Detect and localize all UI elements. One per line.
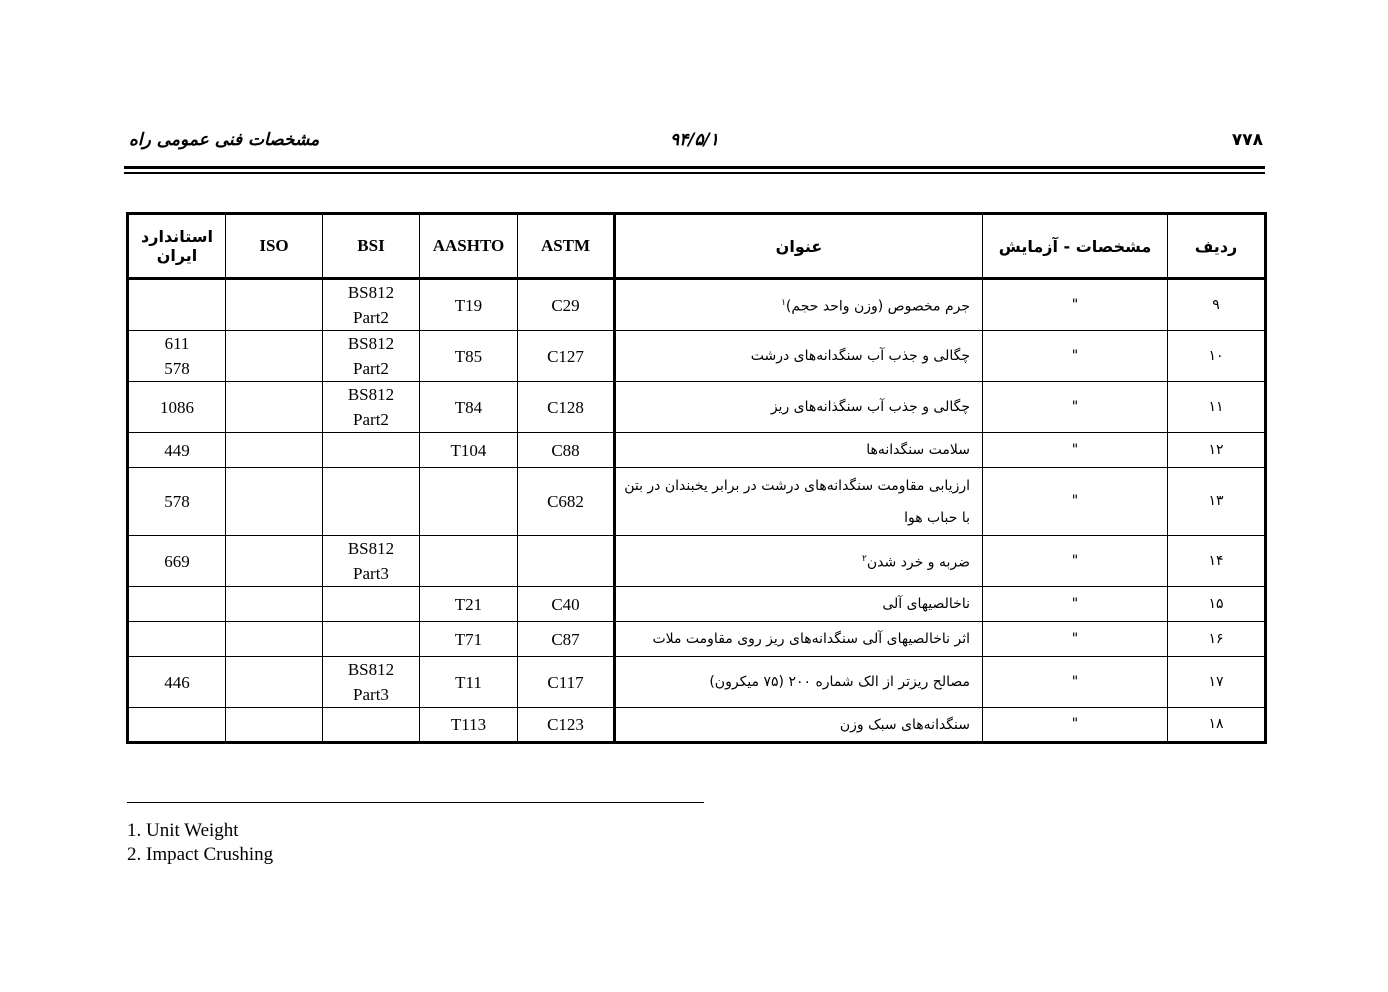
spec-mark: " xyxy=(1071,595,1079,612)
footnote-ref: ۱ xyxy=(781,298,786,309)
cell-astm xyxy=(518,382,615,433)
row-number: ۱۶ xyxy=(1208,630,1224,647)
cell-bsi xyxy=(323,536,420,587)
spec-mark: " xyxy=(1071,493,1079,509)
cell-title xyxy=(615,622,983,657)
cell-aashto xyxy=(420,433,518,468)
cell-aashto xyxy=(420,622,518,657)
cell-iso xyxy=(226,382,323,433)
aashto-code: T113 xyxy=(450,715,487,734)
footnote-rule xyxy=(127,802,704,803)
cell-title xyxy=(615,331,983,382)
cell-aashto xyxy=(420,587,518,622)
row-number: ۱۷ xyxy=(1208,673,1224,690)
cell-iran xyxy=(128,622,226,657)
table-row xyxy=(128,433,1266,468)
table-header-row xyxy=(128,214,1266,279)
row-number: ۱۲ xyxy=(1208,441,1224,458)
astm-code: C29 xyxy=(551,295,580,315)
iran-code-1: 578 xyxy=(164,492,190,511)
row-number: ۱۸ xyxy=(1208,716,1224,732)
cell-iso xyxy=(226,587,323,622)
cell-bsi xyxy=(323,331,420,382)
cell-bsi xyxy=(323,433,420,468)
cell-row-number xyxy=(1168,279,1266,331)
row-number: ۱۴ xyxy=(1208,552,1224,569)
cell-spec xyxy=(983,468,1168,536)
cell-astm xyxy=(518,536,615,587)
cell-row-number xyxy=(1168,331,1266,382)
header-iso: ISO xyxy=(226,214,323,279)
cell-spec xyxy=(983,587,1168,622)
title-text: ناخالصیهای آلی xyxy=(882,596,970,612)
cell-bsi xyxy=(323,587,420,622)
cell-row-number xyxy=(1168,622,1266,657)
bsi-code: BS812 xyxy=(347,539,395,558)
cell-bsi xyxy=(323,468,420,536)
row-number: ۹ xyxy=(1212,296,1220,313)
cell-iso xyxy=(226,331,323,382)
cell-iso xyxy=(226,433,323,468)
cell-title xyxy=(615,433,983,468)
astm-code: C87 xyxy=(551,629,580,649)
cell-aashto xyxy=(420,708,518,743)
cell-bsi xyxy=(323,279,420,331)
iran-code-1: 446 xyxy=(164,672,190,692)
cell-bsi xyxy=(323,622,420,657)
cell-spec xyxy=(983,657,1168,708)
iran-code-2: 578 xyxy=(164,359,190,378)
footnote-ref: ۲ xyxy=(862,554,867,565)
page-number: ۷۷۸ xyxy=(1231,130,1263,150)
cell-bsi xyxy=(323,382,420,433)
table-row xyxy=(128,279,1266,331)
cell-iran xyxy=(128,536,226,587)
astm-code: C88 xyxy=(551,440,580,460)
cell-aashto xyxy=(420,657,518,708)
aashto-code: T71 xyxy=(454,629,483,649)
footnotes xyxy=(127,819,273,867)
footnote-1: 1. Unit Weight xyxy=(127,820,239,841)
title-text: ضربه و خرد شدن xyxy=(866,554,970,571)
aashto-code: T11 xyxy=(455,672,482,692)
spec-mark: " xyxy=(1071,441,1079,458)
cell-bsi xyxy=(323,708,420,743)
cell-astm xyxy=(518,622,615,657)
spec-mark: " xyxy=(1071,716,1079,732)
astm-code: C117 xyxy=(547,672,584,692)
cell-iran xyxy=(128,587,226,622)
cell-spec xyxy=(983,433,1168,468)
title-text: چگالی و جذب آب سنگدانه‌های درشت xyxy=(750,348,970,364)
cell-row-number xyxy=(1168,657,1266,708)
aashto-code: T21 xyxy=(454,594,483,614)
cell-iso xyxy=(226,657,323,708)
cell-iso xyxy=(226,708,323,743)
bsi-part: Part2 xyxy=(353,308,389,327)
iran-code-1: 669 xyxy=(164,551,190,571)
spec-mark: " xyxy=(1071,673,1079,690)
table-row xyxy=(128,708,1266,743)
cell-row-number xyxy=(1168,536,1266,587)
cell-spec xyxy=(983,536,1168,587)
cell-spec xyxy=(983,708,1168,743)
header-title: عنوان xyxy=(615,214,983,279)
cell-iran xyxy=(128,708,226,743)
bsi-part: Part2 xyxy=(353,410,389,429)
cell-iso xyxy=(226,536,323,587)
header-iran-standard xyxy=(128,214,226,279)
cell-title xyxy=(615,536,983,587)
cell-iran xyxy=(128,382,226,433)
header-rule xyxy=(124,166,1265,169)
cell-iran xyxy=(128,279,226,331)
cell-aashto xyxy=(420,331,518,382)
cell-iran xyxy=(128,468,226,536)
bsi-part: Part3 xyxy=(353,685,389,704)
cell-iran xyxy=(128,331,226,382)
cell-row-number xyxy=(1168,382,1266,433)
spec-mark: " xyxy=(1071,296,1079,313)
iran-code-1: 1086 xyxy=(160,397,194,417)
aashto-code: T85 xyxy=(454,346,483,366)
cell-title xyxy=(615,587,983,622)
iran-code-1: 611 xyxy=(164,334,190,353)
table-row xyxy=(128,536,1266,587)
footnote-2: 2. Impact Crushing xyxy=(127,844,274,865)
row-number: ۱۳ xyxy=(1208,493,1224,509)
cell-spec xyxy=(983,331,1168,382)
row-number: ۱۰ xyxy=(1208,347,1224,364)
cell-spec xyxy=(983,279,1168,331)
page-header xyxy=(125,130,1265,154)
astm-code: C682 xyxy=(547,492,584,511)
cell-iran xyxy=(128,657,226,708)
header-rule-thin xyxy=(124,172,1265,174)
cell-aashto xyxy=(420,279,518,331)
cell-astm xyxy=(518,468,615,536)
cell-aashto xyxy=(420,382,518,433)
cell-row-number xyxy=(1168,468,1266,536)
cell-aashto xyxy=(420,536,518,587)
bsi-code: BS812 xyxy=(347,660,395,679)
cell-astm xyxy=(518,657,615,708)
header-row-number: ردیف xyxy=(1168,214,1266,279)
table-row xyxy=(128,468,1266,536)
title-text: سنگدانه‌های سبک وزن xyxy=(839,716,970,733)
cell-row-number xyxy=(1168,433,1266,468)
title-text: چگالی و جذب آب سنگذانه‌های ریز xyxy=(770,399,970,415)
table-row xyxy=(128,587,1266,622)
table-row xyxy=(128,331,1266,382)
spec-mark: " xyxy=(1071,398,1079,415)
spec-mark: " xyxy=(1071,630,1079,647)
header-spec: مشخصات - آزمایش xyxy=(983,214,1168,279)
aashto-code: T19 xyxy=(454,295,483,315)
table-row xyxy=(128,657,1266,708)
document-title: مشخصات فنی عمومی راه xyxy=(129,130,320,150)
cell-astm xyxy=(518,331,615,382)
cell-title xyxy=(615,382,983,433)
cell-spec xyxy=(983,382,1168,433)
cell-title xyxy=(615,468,983,536)
spec-mark: " xyxy=(1071,552,1079,569)
astm-code: C128 xyxy=(547,397,584,417)
astm-code: C40 xyxy=(551,594,580,614)
header-aashto: AASHTO xyxy=(420,214,518,279)
cell-row-number xyxy=(1168,587,1266,622)
header-iran-line1: استاندارد xyxy=(141,227,213,246)
cell-iso xyxy=(226,622,323,657)
cell-astm xyxy=(518,587,615,622)
cell-astm xyxy=(518,708,615,743)
header-iran-line2: ایران xyxy=(156,246,198,265)
cell-spec xyxy=(983,622,1168,657)
title-text: ارزیابی مقاومت سنگدانه‌های درشت در برابر یخبندان در بتن با حباب هوا xyxy=(624,477,970,526)
bsi-code: BS812 xyxy=(347,334,395,353)
cell-row-number xyxy=(1168,708,1266,743)
astm-code: C123 xyxy=(547,715,584,734)
row-number: ۱۱ xyxy=(1208,398,1224,415)
title-text: اثر ناخالصیهای آلی سنگدانه‌های ریز روی مقاومت ملات xyxy=(652,631,970,647)
cell-iso xyxy=(226,468,323,536)
cell-iran xyxy=(128,433,226,468)
table-row xyxy=(128,622,1266,657)
spec-mark: " xyxy=(1071,347,1079,364)
title-text: جرم مخصوص (وزن واحد حجم) xyxy=(785,298,970,315)
cell-astm xyxy=(518,279,615,331)
aashto-code: T104 xyxy=(450,440,487,460)
bsi-code: BS812 xyxy=(347,385,395,404)
document-date: ۹۴/۵/۱ xyxy=(670,130,719,150)
bsi-code: BS812 xyxy=(347,283,395,302)
cell-title xyxy=(615,279,983,331)
astm-code: C127 xyxy=(547,346,584,366)
table-row xyxy=(128,382,1266,433)
cell-aashto xyxy=(420,468,518,536)
cell-bsi xyxy=(323,657,420,708)
header-astm: ASTM xyxy=(518,214,615,279)
bsi-part: Part2 xyxy=(353,359,389,378)
standards-table xyxy=(126,212,1267,744)
aashto-code: T84 xyxy=(454,397,483,417)
title-text: سلامت سنگدانه‌ها xyxy=(866,442,970,458)
cell-iso xyxy=(226,279,323,331)
bsi-part: Part3 xyxy=(353,564,389,583)
header-bsi: BSI xyxy=(323,214,420,279)
row-number: ۱۵ xyxy=(1208,595,1224,612)
iran-code-1: 449 xyxy=(164,440,190,460)
title-text: مصالح ریزتر از الک شماره ۲۰۰ (۷۵ میکرون) xyxy=(709,674,970,690)
cell-astm xyxy=(518,433,615,468)
cell-title xyxy=(615,657,983,708)
cell-title xyxy=(615,708,983,743)
